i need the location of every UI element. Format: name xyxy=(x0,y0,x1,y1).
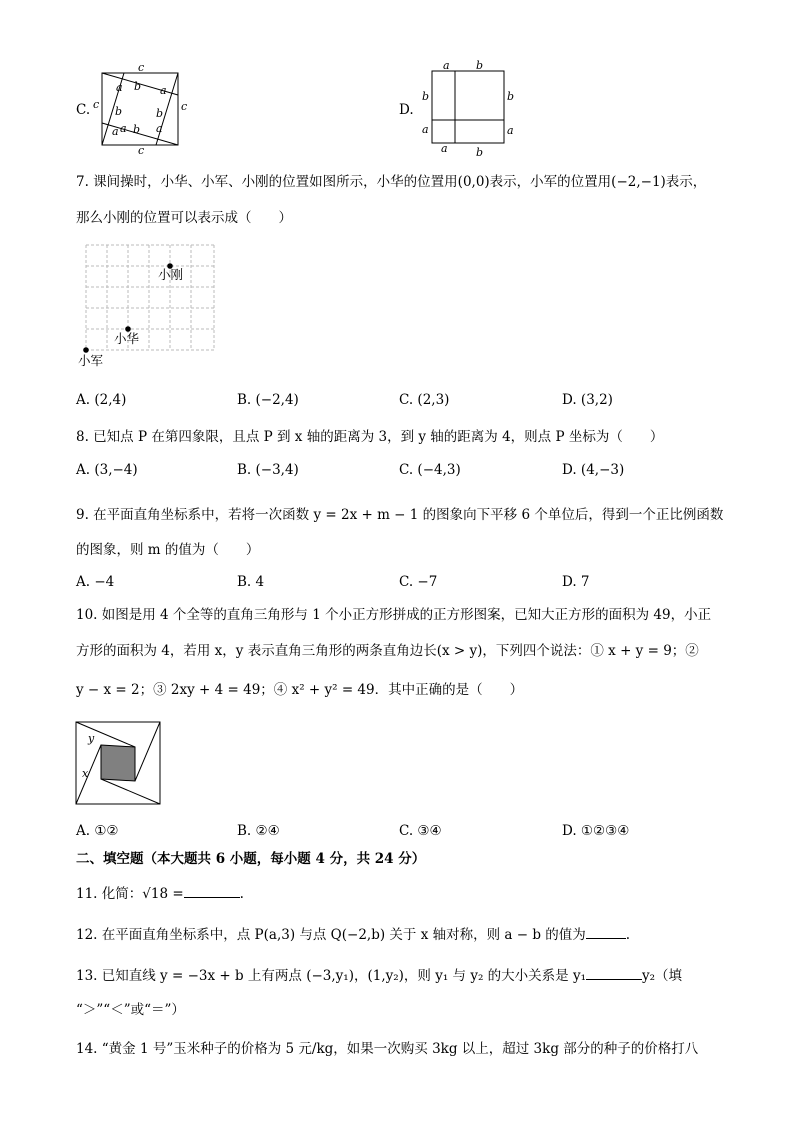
q11-prefix: 11. 化简：√18 = xyxy=(76,886,184,902)
q9-stem-line1: 9. 在平面直角坐标系中，若将一次函数 y = 2x + m − 1 的图象向下平移 6 个单位后，得到一个正比例函数 xyxy=(76,507,724,523)
q6-option-d-label: D. xyxy=(399,102,414,118)
q6-d-label-a-top: a xyxy=(443,59,450,72)
q13-answer-blank[interactable] xyxy=(586,967,642,980)
q11-answer-blank[interactable] xyxy=(184,885,240,898)
q8-option-b[interactable]: B. (−3,4) xyxy=(237,462,299,478)
q8-option-d[interactable]: D. (4,−3) xyxy=(562,462,625,478)
section-2-title: 二、填空题（本大题共 6 小题，每小题 4 分，共 24 分） xyxy=(76,851,426,867)
q8-stem: 8. 已知点 P 在第四象限，且点 P 到 x 轴的距离为 3，到 y 轴的距离为 4，则点 P 坐标为（ ） xyxy=(76,429,664,445)
q13-prefix: 13. 已知直线 y = −3x + b 上有两点 (−3,y₁)，(1,y₂)，则 y₁ 与 y₂ 的大小关系是 y₁ xyxy=(76,968,586,984)
q6-c-label-c-top: c xyxy=(138,62,145,74)
q6-c-label-b1: b xyxy=(134,80,142,93)
q12-suffix: . xyxy=(625,927,631,943)
q10-label-x: x xyxy=(82,767,89,780)
q13-suffix: y₂（填 xyxy=(642,968,683,984)
q6-option-d-figure xyxy=(416,58,516,158)
q6-d-label-b-top: b xyxy=(476,59,484,72)
q13-line1 xyxy=(76,967,682,985)
q11-suffix: . xyxy=(239,886,244,902)
q6-c-label-a4: a xyxy=(112,125,119,138)
q6-d-label-b-left: b xyxy=(422,90,430,103)
q8-option-c[interactable]: C. (−4,3) xyxy=(399,462,461,478)
q9-option-a[interactable]: A. −4 xyxy=(76,574,115,590)
q6-c-label-c-bottom: c xyxy=(138,144,145,156)
q9-stem-line2: 的图象，则 m 的值为（ ） xyxy=(76,542,260,558)
q6-c-label-a3: a xyxy=(120,122,127,135)
q9-option-b[interactable]: B. 4 xyxy=(237,574,265,590)
q10-option-a[interactable]: A. ①② xyxy=(76,823,119,839)
q6-c-label-c-left: c xyxy=(93,98,100,111)
q11-line xyxy=(76,885,244,903)
q10-option-d[interactable]: D. ①②③④ xyxy=(562,823,630,839)
q10-square-figure xyxy=(74,720,164,808)
q10-stem-line1: 10. 如图是用 4 个全等的直角三角形与 1 个小正方形拼成的正方形图案，已知大正方形的面积为 49，小正 xyxy=(76,607,712,623)
q10-option-c[interactable]: C. ③④ xyxy=(399,823,442,839)
xiaogang-label: 小刚 xyxy=(158,267,184,282)
xiaojun-label: 小军 xyxy=(78,353,104,368)
q13-line2: “＞”“＜”或“＝”） xyxy=(76,1002,185,1018)
q6-c-label-c-right: c xyxy=(181,100,188,113)
q7-stem-line1: 7. 课间操时，小华、小军、小刚的位置如图所示，小华的位置用(0,0)表示，小军的位置用(−2,−1)表示， xyxy=(76,174,707,190)
q10-small-square xyxy=(101,745,135,781)
q6-c-label-b4: b xyxy=(133,123,141,136)
q6-option-c-label: C. xyxy=(76,102,91,118)
q6-c-label-a1: a xyxy=(116,81,123,94)
q6-d-label-a-right: a xyxy=(507,124,514,137)
q7-option-b[interactable]: B. (−2,4) xyxy=(237,392,299,408)
q7-option-a[interactable]: A. (2,4) xyxy=(76,392,127,408)
xiaojun-point xyxy=(83,347,89,353)
q9-option-c[interactable]: C. −7 xyxy=(399,574,438,590)
q12-line xyxy=(76,926,630,944)
q7-option-c[interactable]: C. (2,3) xyxy=(399,392,450,408)
q14-line1: 14. “黄金 1 号”玉米种子的价格为 5 元/kg，如果一次购买 3kg 以上，超过 3kg 部分的种子的价格打八 xyxy=(76,1041,699,1057)
q6-c-label-a2: a xyxy=(160,84,167,97)
q6-c-label-b3: b xyxy=(156,107,164,120)
q6-d-label-b-bottom: b xyxy=(476,146,484,158)
q7-option-d[interactable]: D. (3,2) xyxy=(562,392,613,408)
q6-c-label-b2: b xyxy=(115,105,123,118)
q10-option-b[interactable]: B. ②④ xyxy=(237,823,280,839)
q8-option-a[interactable]: A. (3,−4) xyxy=(76,462,138,478)
q10-stem-line2: 方形的面积为 4，若用 x，y 表示直角三角形的两条直角边长(x > y)，下列四个说法：① x + y = 9；② xyxy=(76,643,699,659)
q6-d-label-a-bottom: a xyxy=(441,142,448,155)
q7-stem-line2: 那么小刚的位置可以表示成（ ） xyxy=(76,210,292,226)
q6-d-label-a-left: a xyxy=(422,123,429,136)
xiaohua-label: 小华 xyxy=(114,331,140,346)
q6-c-label-a5: a xyxy=(156,122,163,135)
q9-option-d[interactable]: D. 7 xyxy=(562,574,590,590)
q10-label-y: y xyxy=(88,732,95,745)
q7-grid-figure xyxy=(70,238,230,374)
q12-prefix: 12. 在平面直角坐标系中，点 P(a,3) 与点 Q(−2,b) 关于 x 轴对称，则 a − b 的值为 xyxy=(76,927,586,943)
q12-answer-blank[interactable] xyxy=(586,926,626,939)
q10-stem-line3: y − x = 2；③ 2xy + 4 = 49；④ x² + y² = 49．其中正确的是（ ） xyxy=(76,682,524,698)
q6-d-label-b-right: b xyxy=(507,90,515,103)
q6-option-c-figure xyxy=(90,62,190,156)
